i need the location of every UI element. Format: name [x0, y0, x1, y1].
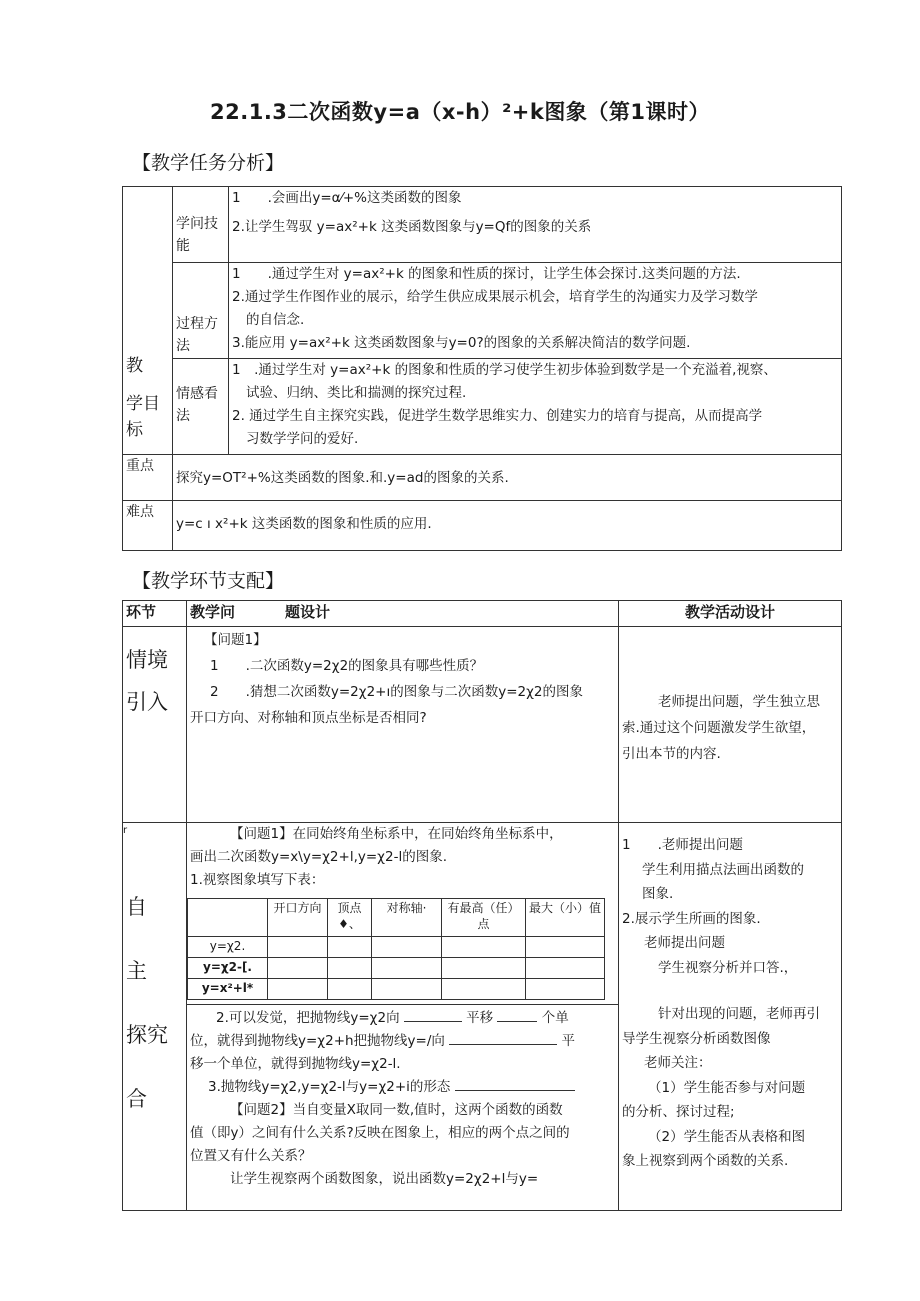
header-activity-design: 教学活动设计	[619, 601, 842, 627]
problem1-line-3: 开口方向、对称轴和顶点坐标是否相同?	[190, 710, 427, 726]
problem2-line-3: 位置又有什么关系？	[190, 1148, 312, 1164]
explore-intro-1: 【问题1】在同始终角坐标系中，在同始终角坐标系中，	[230, 826, 563, 842]
difficulty-text: y=c ı x²+k 这类函数的图象和性质的应用.	[173, 501, 842, 551]
obs-cell[interactable]	[268, 937, 328, 958]
header-stage: 环节	[123, 601, 187, 627]
stage-explore-2: 主	[126, 959, 147, 983]
activity2-line-2: 学生利用描点法画出函数的	[642, 861, 804, 878]
section-heading-arrangement: 【教学环节支配】	[132, 570, 285, 592]
process-content-cell	[229, 263, 842, 359]
obs-cell[interactable]	[372, 979, 442, 1000]
activity2-line-1: 1 .老师提出问题	[622, 837, 743, 853]
emotion-label-2: 法	[176, 408, 190, 424]
emotion-label-1: 情感看	[176, 386, 218, 402]
obs-cell[interactable]	[328, 958, 372, 979]
blank-4[interactable]	[455, 1076, 575, 1091]
goal-label-1: 教	[126, 356, 143, 376]
knowledge-line-1: 1 .会画出y=α⁄+%这类函数的图象	[232, 190, 462, 206]
problem1-cell	[187, 627, 619, 823]
obs-cell[interactable]	[328, 937, 372, 958]
knowledge-content-cell	[229, 187, 842, 263]
header-problem-design-a: 教学问	[190, 603, 236, 621]
goal-label-3: 标	[126, 420, 143, 440]
knowledge-label-1: 学问技	[176, 216, 218, 232]
process-label-cell	[173, 263, 229, 359]
obs-row-1-label: y=χ2.	[188, 937, 268, 958]
task-analysis-table	[122, 186, 842, 551]
problem1-heading: 【问题1】	[204, 632, 267, 648]
obs-header-blank	[188, 899, 268, 937]
obs-header-direction: 开口方向	[268, 899, 328, 937]
fill-text-3: 个单	[541, 1010, 569, 1026]
activity2-cell	[619, 823, 842, 1211]
obs-cell[interactable]	[442, 979, 526, 1000]
stage-situation-2: 引入	[126, 690, 168, 714]
activity2-line-3: 图象.	[642, 886, 674, 902]
blank-2[interactable]	[497, 1007, 537, 1022]
fill-text-1: 2.可以发觉，把抛物线y=χ2向	[216, 1010, 400, 1026]
activity2-line-12: （2）学生能否从表格和图	[648, 1128, 806, 1145]
fill-text-2: 平移	[466, 1010, 494, 1026]
problem2-line-4: 让学生视察两个函数图象，说出函数y=2χ2+l与y=	[230, 1171, 539, 1187]
problem2-line-1: 【问题2】当自变量X取同一数,值时，这两个函数的函数	[230, 1102, 563, 1118]
difficulty-label: 难点	[123, 501, 173, 551]
stage-situation-1: 情境	[126, 648, 168, 672]
fill-blank-line-2	[190, 1030, 615, 1053]
obs-cell[interactable]	[268, 979, 328, 1000]
activity2-line-7: 针对出现的问题，老师再引	[658, 1006, 820, 1022]
explore-intro-2: 画出二次函数y=x\y=χ2+l,y=χ2-l的图象.	[190, 849, 447, 865]
emotion-line-1: 1 .通过学生对 y=ax²+k 的图象和性质的学习使学生初步体验到数学是一个充溢着,视察、	[232, 362, 777, 378]
obs-cell[interactable]	[372, 937, 442, 958]
activity2-line-6: 学生视察分析并口答.，	[658, 959, 798, 976]
emotion-content-cell	[229, 359, 842, 455]
obs-row-2-label: y=χ2-[.	[188, 958, 268, 979]
activity2-line-4: 2.展示学生所画的图象.	[622, 910, 761, 927]
goal-label-2: 学目	[126, 394, 160, 414]
goal-category-cell	[123, 187, 173, 455]
key-point-text: 探究y=OT²+%这类函数的图象.和.y=ad的图象的关系.	[173, 455, 842, 501]
activity2-line-10: （1）学生能否参与对问题	[648, 1079, 806, 1096]
knowledge-line-2: 2.让学生驾驭 y=ax²+k 这类函数图象与y=Qf的图象的关系	[232, 219, 592, 235]
process-line-1: 1 .通过学生对 y=ax²+k 的图象和性质的探讨，让学生体会探讨.这类问题的方法.	[232, 266, 741, 282]
header-problem-design	[187, 601, 619, 627]
lesson-plan-table	[122, 600, 842, 1211]
obs-cell[interactable]	[442, 937, 526, 958]
emotion-line-4: 习数学学问的爱好.	[246, 431, 359, 447]
observation-table	[187, 898, 605, 1000]
activity2-line-13: 象上视察到两个函数的关系.	[622, 1153, 789, 1169]
obs-header-vertex: 顶点 ♦、	[328, 899, 372, 937]
obs-cell[interactable]	[268, 958, 328, 979]
knowledge-label-cell	[173, 187, 229, 263]
obs-header-axis: 对称轴·	[372, 899, 442, 937]
explore-intro-3: 1.视察图象填写下表：	[190, 872, 325, 888]
activity2-line-11: 的分析、探讨过程;	[622, 1104, 735, 1120]
activity2-line-5: 老师提出问题	[644, 935, 725, 951]
process-line-3: 的自信念.	[246, 312, 305, 328]
fill-blank-line-4	[190, 1076, 615, 1099]
process-line-4: 3.能应用 y=ax²+k 这类函数图象与y=0?的图象的关系解决简洁的数学问题.	[232, 335, 691, 351]
blank-1[interactable]	[404, 1007, 462, 1022]
key-point-label: 重点	[123, 455, 173, 501]
stage-explore-3: 探究	[126, 1023, 168, 1047]
problem1-line-2: 2 .猜想二次函数y=2χ2+ı的图象与二次函数y=2χ2的图象	[210, 684, 583, 700]
fill-blank-line-1	[190, 1007, 615, 1030]
header-problem-design-b: 题设计	[285, 603, 331, 621]
problem2-line-2: 值（即y）之间有什么关系?反映在图象上，相应的两个点之间的	[190, 1125, 570, 1141]
knowledge-label-2: 能	[176, 238, 190, 254]
process-line-2: 2.通过学生作图作业的展示，给学生供应成果展示机会，培育学生的沟通实力及学习数学	[232, 289, 758, 305]
obs-cell[interactable]	[328, 979, 372, 1000]
fill-text-5: 平	[561, 1033, 575, 1049]
obs-cell[interactable]	[526, 937, 605, 958]
obs-row-3-label: y=x²+l*	[188, 979, 268, 1000]
process-label-1: 过程方	[176, 316, 218, 332]
obs-cell[interactable]	[526, 979, 605, 1000]
obs-header-extremum: 最大（小）值	[526, 899, 605, 937]
process-label-2: 法	[176, 338, 190, 354]
emotion-line-3: 2. 通过学生自主探究实践，促进学生数学思维实力、创建实力的培育与提高，从而提高学	[232, 408, 763, 424]
page-title: 22.1.3二次函数y=a（x-h）²+k图象（第1课时）	[210, 100, 710, 124]
fill-text-7: 3.抛物线y=χ2,y=χ2-l与y=χ2+i的形态	[208, 1079, 451, 1095]
problem2-cell	[187, 823, 619, 1211]
fill-text-4: 位，就得到抛物线y=χ2+h把抛物线y=/向	[190, 1033, 445, 1049]
emotion-line-2: 试验、归纳、类比和揣测的探究过程.	[246, 385, 467, 401]
section-heading-task-analysis: 【教学任务分析】	[132, 152, 285, 174]
obs-cell[interactable]	[372, 958, 442, 979]
emotion-label-cell	[173, 359, 229, 455]
blank-3[interactable]	[449, 1030, 557, 1045]
obs-cell[interactable]	[442, 958, 526, 979]
stage-explore-4: 合	[126, 1087, 147, 1111]
stage-explore-cell	[123, 823, 187, 1211]
fill-text-6: 移一个单位，就得到抛物线y=χ2-l.	[190, 1056, 401, 1072]
activity2-line-9: 老师关注：	[644, 1055, 712, 1071]
problem1-line-1: 1 .二次函数y=2χ2的图象具有哪些性质？	[210, 658, 484, 674]
activity1-cell	[619, 627, 842, 823]
activity1-line-3: 引出本节的内容.	[622, 746, 721, 762]
obs-header-highest-point: 有最高（任） 点	[442, 899, 526, 937]
stage-situation-cell	[123, 627, 187, 823]
activity2-line-8: 导学生视察分析函数图像	[622, 1030, 771, 1047]
stage-explore-mark: r	[123, 825, 128, 836]
obs-cell[interactable]	[526, 958, 605, 979]
activity1-line-1: 老师提出问题，学生独立思	[658, 694, 820, 710]
activity1-line-2: 索.通过这个问题激发学生欲望，	[622, 720, 816, 736]
stage-explore-1: 自	[126, 895, 147, 919]
